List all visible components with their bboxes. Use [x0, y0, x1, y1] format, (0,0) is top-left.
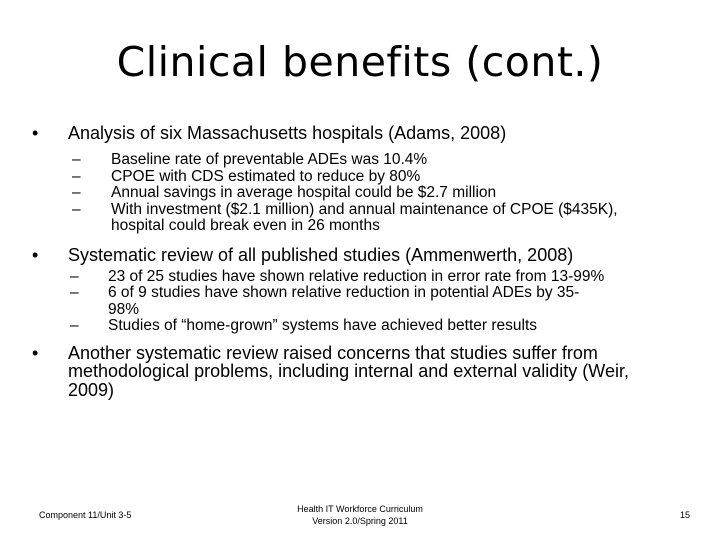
adams-sub-list	[30, 152, 700, 235]
bullet-marker: •	[32, 244, 39, 265]
bullet-adams-analysis	[30, 124, 700, 143]
ammenwerth-sub-list	[30, 269, 700, 335]
bullet-marker: •	[32, 342, 39, 363]
sub-bullet	[30, 185, 700, 202]
sub-bullet	[30, 318, 700, 335]
sub-bullet	[30, 152, 700, 169]
dash-marker: –	[72, 184, 81, 201]
dash-marker: –	[70, 284, 79, 301]
bullet-weir-review	[30, 344, 668, 400]
sub-bullet-text: 23 of 25 studies have shown relative reduction in error rate from 13-99%	[108, 267, 605, 285]
bullet-marker: •	[32, 123, 39, 143]
footer-component-label: Component 11/Unit 3-5	[39, 510, 132, 520]
dash-marker: –	[72, 151, 81, 168]
dash-marker: –	[70, 267, 79, 285]
sub-bullet	[30, 269, 700, 286]
sub-bullet	[30, 285, 608, 318]
sub-bullet-text: Studies of “home-grown” systems have achieved better results	[108, 317, 538, 334]
dash-marker: –	[72, 167, 81, 185]
bullet-text: Another systematic review raised concerns that studies suffer from methodological problems, including internal and external validity (Weir, 2009)	[68, 342, 629, 400]
bullet-ammenwerth-review	[30, 246, 700, 265]
footer-curriculum-info	[260, 503, 460, 527]
sub-bullet	[30, 169, 700, 186]
page-number: 15	[679, 510, 690, 520]
sub-bullet-text: Annual savings in average hospital could be $2.7 million	[111, 184, 497, 201]
sub-bullet-text: Baseline rate of preventable ADEs was 10.4%	[111, 151, 428, 168]
slide-title: Clinical benefits (cont.)	[116, 38, 604, 86]
bullet-text: Analysis of six Massachusetts hospitals (Adams, 2008)	[68, 123, 507, 143]
sub-bullet-text: CPOE with CDS estimated to reduce by 80%	[111, 167, 421, 185]
slide-content	[30, 124, 700, 399]
dash-marker: –	[70, 317, 79, 334]
footer-curriculum-line: Health IT Workforce Curriculum	[297, 504, 423, 514]
bullet-text: Systematic review of all published studies (Ammenwerth, 2008)	[68, 244, 574, 265]
sub-bullet	[30, 202, 651, 235]
dash-marker: –	[72, 200, 81, 218]
footer-version-line: Version 2.0/Spring 2011	[312, 516, 408, 526]
sub-bullet-text: 6 of 9 studies have shown relative reduction in potential ADEs by 35-98%	[108, 284, 580, 318]
sub-bullet-text: With investment ($2.1 million) and annual maintenance of CPOE ($435K), hospital could break even in 26 months	[111, 200, 618, 234]
